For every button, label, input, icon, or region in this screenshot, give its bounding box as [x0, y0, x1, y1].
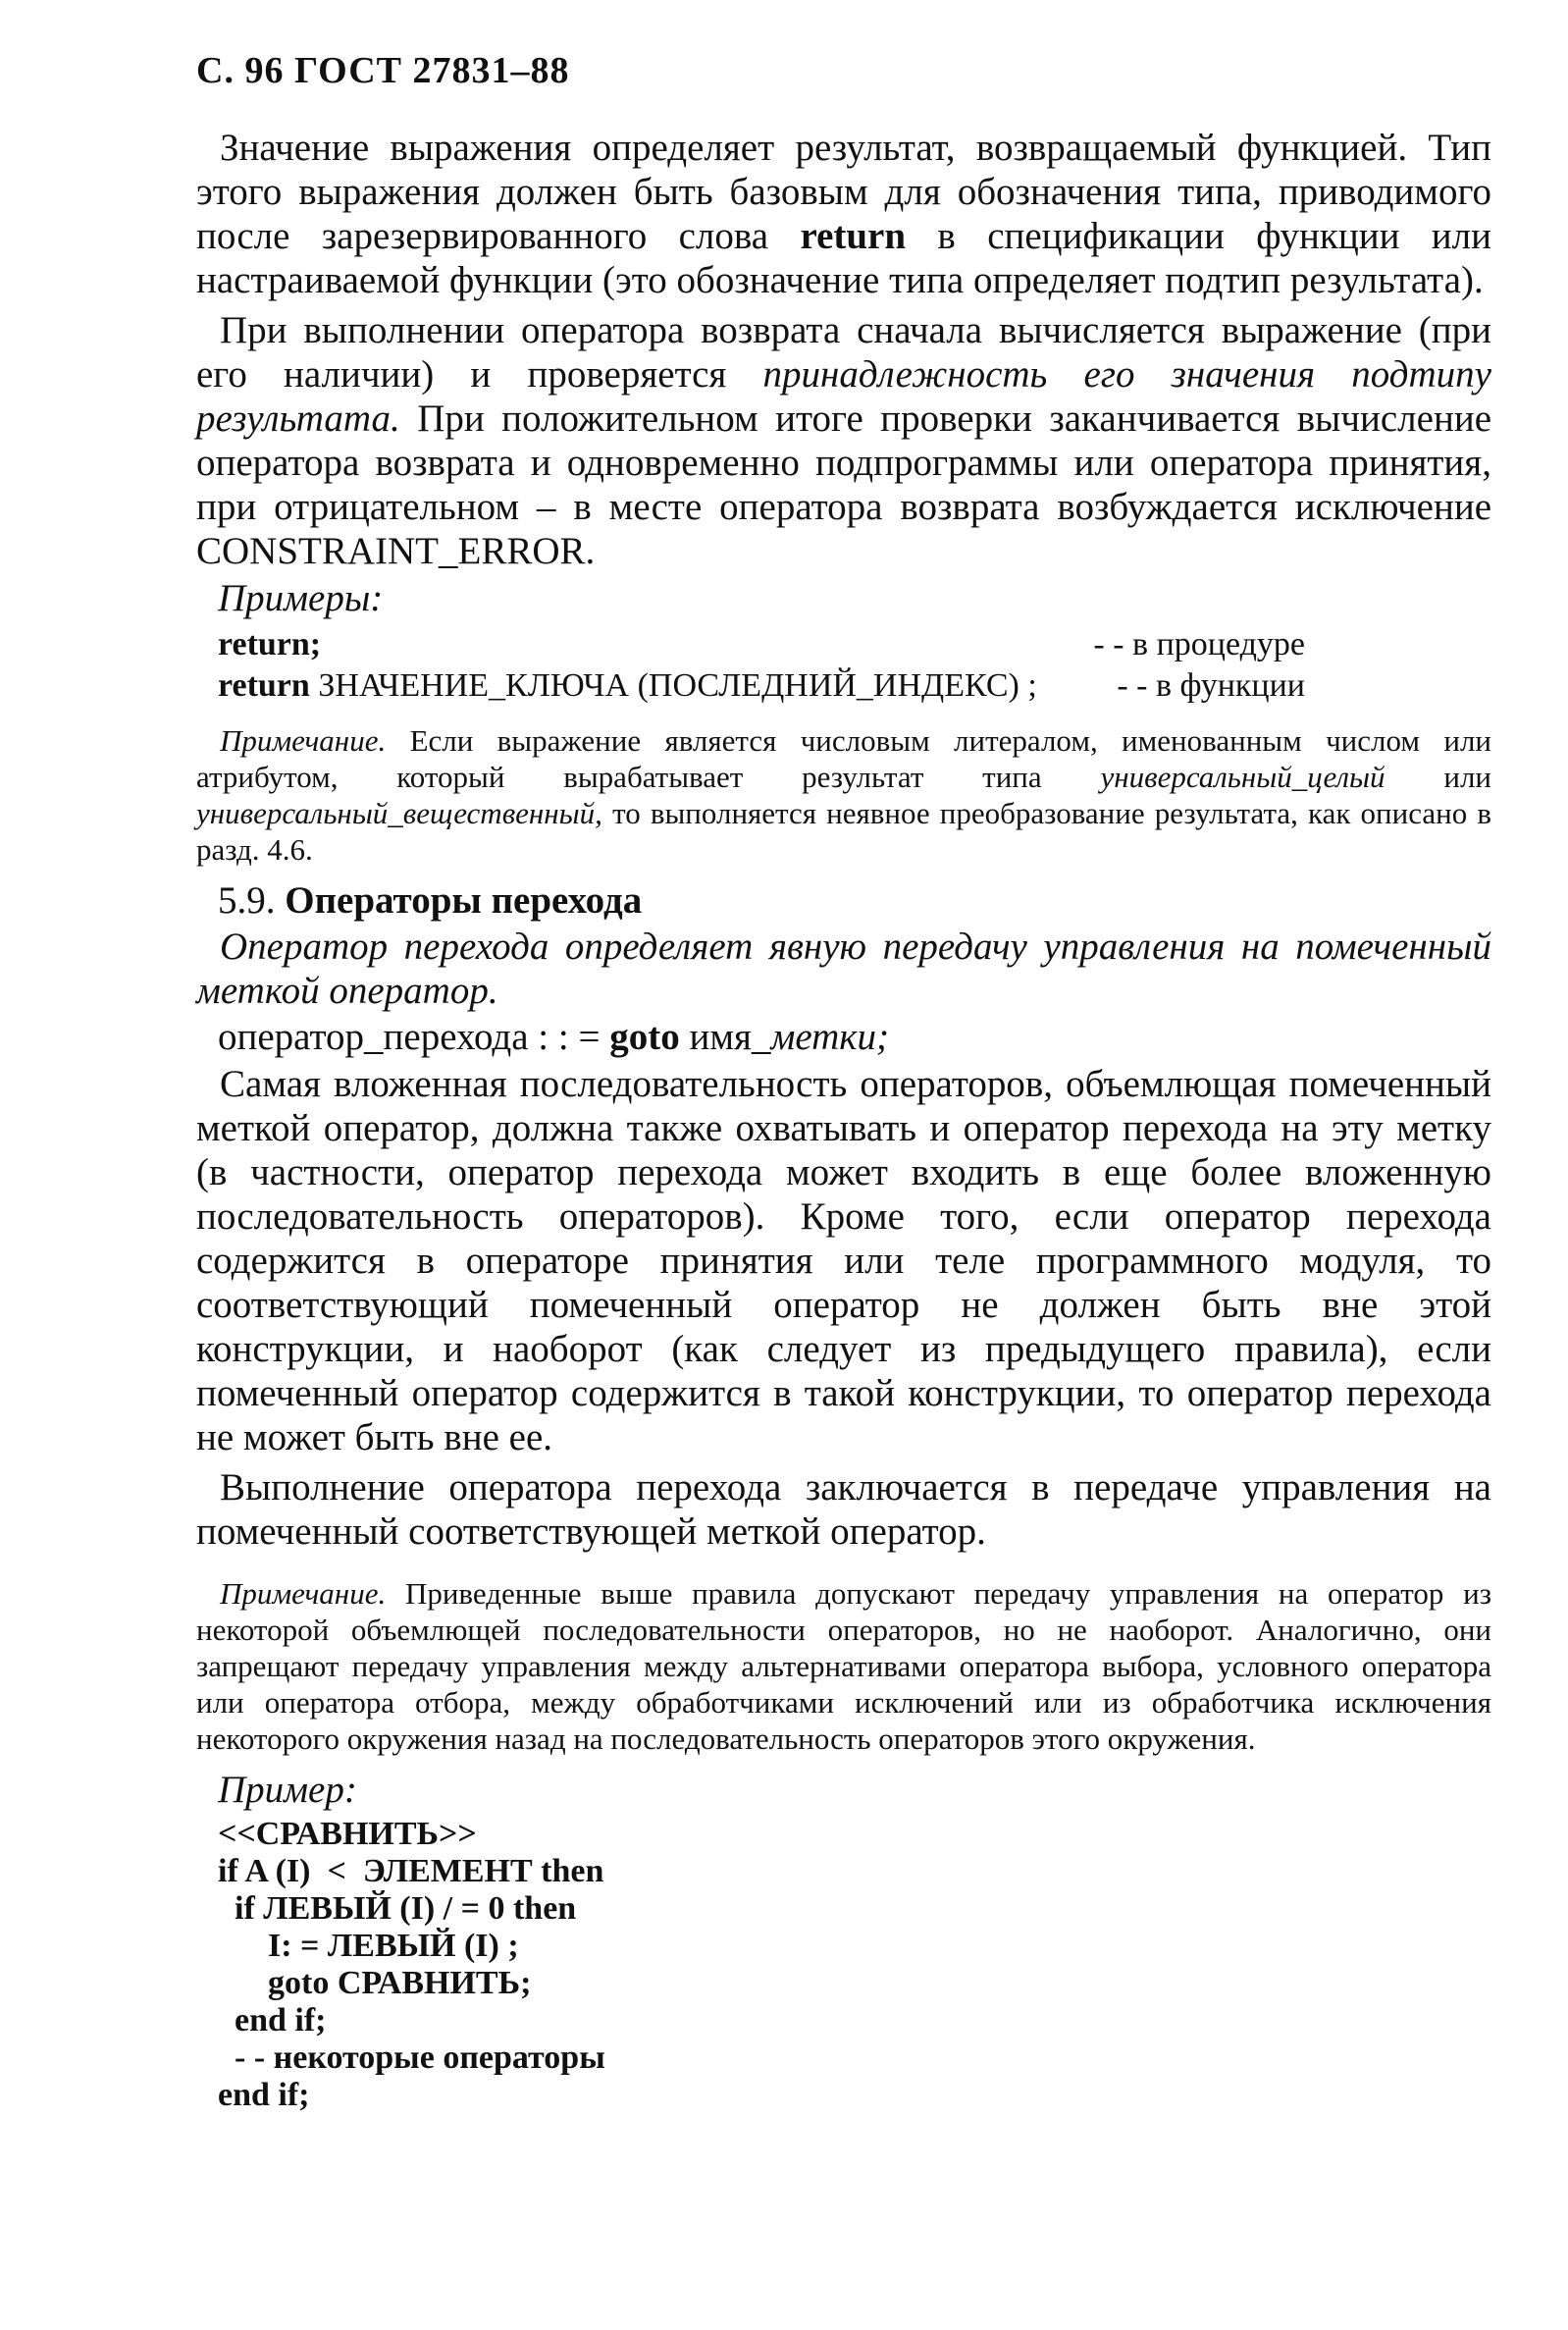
example-label: Пример: [218, 1769, 357, 1811]
note-label: Примечание. [220, 723, 387, 758]
goto-example-program [218, 1816, 1491, 2114]
examples-label: Примеры: [218, 577, 384, 619]
code-line: - - некоторые операторы [218, 2039, 605, 2076]
code-comment: - - в функции [1117, 667, 1305, 704]
return-examples [218, 624, 1491, 707]
code-line: return; - - в процедуре [218, 624, 1491, 665]
code-line: if ЛЕВЫЙ (I) / = 0 then [218, 1890, 577, 1927]
paragraph-return-value: Значение выражения определяет результат, возвращаемый функцией. Тип этого выражения должен быть базовым для обозначения типа, приводимого после зарезервированного слова return в спецификации функции или настраиваемой функции (это обозначение типа определяет подтип результата). [196, 127, 1491, 301]
paragraph-goto-execution: Выполнение оператора перехода заключается в передаче управления на помеченный соответствующей меткой оператор. [196, 1466, 1491, 1553]
code-line: <<СРАВНИТЬ>> [218, 1816, 477, 1852]
code-line: I: = ЛЕВЫЙ (I) ; [218, 1928, 519, 1964]
section-heading: 5.9. Операторы перехода [218, 879, 643, 922]
code-comment: - - в процедуре [1093, 626, 1305, 662]
code-line: return ЗНАЧЕНИЕ_КЛЮЧА (ПОСЛЕДНИЙ_ИНДЕКС) ; - - в функции [218, 665, 1491, 707]
code-line: end if; [218, 2002, 327, 2039]
code-line: if A (I) < ЭЛЕМЕНТ then [218, 1853, 604, 1889]
code-line: goto СРАВНИТЬ; [218, 1965, 532, 2001]
document-page [196, 49, 1491, 2114]
paragraph-return-execution: При выполнении оператора возврата сначала вычисляется выражение (при его наличии) и проверяется принадлежность его значения подтипу результата. При положительном итоге проверки заканчивается вычисление оператора возврата и одновременно подпрограммы или оператора принятия, при отрицательном – в месте оператора возврата возбуждается исключение CONSTRAINT_ERROR. [196, 309, 1492, 572]
code-line: end if; [218, 2077, 310, 2113]
page-header: С. 96 ГОСТ 27831–88 [196, 50, 570, 91]
note-label: Примечание. [220, 1576, 387, 1611]
goto-definition: Оператор перехода определяет явную передачу управления на помеченный меткой оператор. [196, 926, 1491, 1012]
keyword-return: return [800, 215, 907, 257]
paragraph-goto-rules: Самая вложенная последовательность операторов, объемлющая помеченный меткой оператор, должна также охватывать и оператор перехода на эту метку (в частности, оператор перехода может входить в еще более вложенную последовательность операторов). Кроме того, если оператор перехода содержится в операторе принятия или теле программного модуля, то соответствующий помеченный оператор не должен быть вне этой конструкции, и наоборот (как следует из предыдущего правила), если помеченный оператор содержится в такой конструкции, то оператор перехода не может быть вне ее. [196, 1063, 1491, 1458]
note-literal: Примечание. Если выражение является числовым литералом, именованным числом или атрибутом, который вырабатывает результат типа универсальный_целый или универсальный_вещественный, то выполняется неявное преобразование результата, как описано в разд. 4.6. [196, 723, 1492, 867]
note-goto: Примечание. Приведенные выше правила допускают передачу управления на оператор из некоторой объемлющей последовательности операторов, но не наоборот. Аналогично, они запрещают передачу управления между альтернативами оператора выбора, условного оператора или оператора отбора, между обработчиками исключений или из обработчика исключения некоторого окружения назад на последовательность операторов этого окружения. [196, 1576, 1491, 1756]
goto-syntax: оператор_перехода : : = goto имя_метки; [218, 1016, 890, 1058]
